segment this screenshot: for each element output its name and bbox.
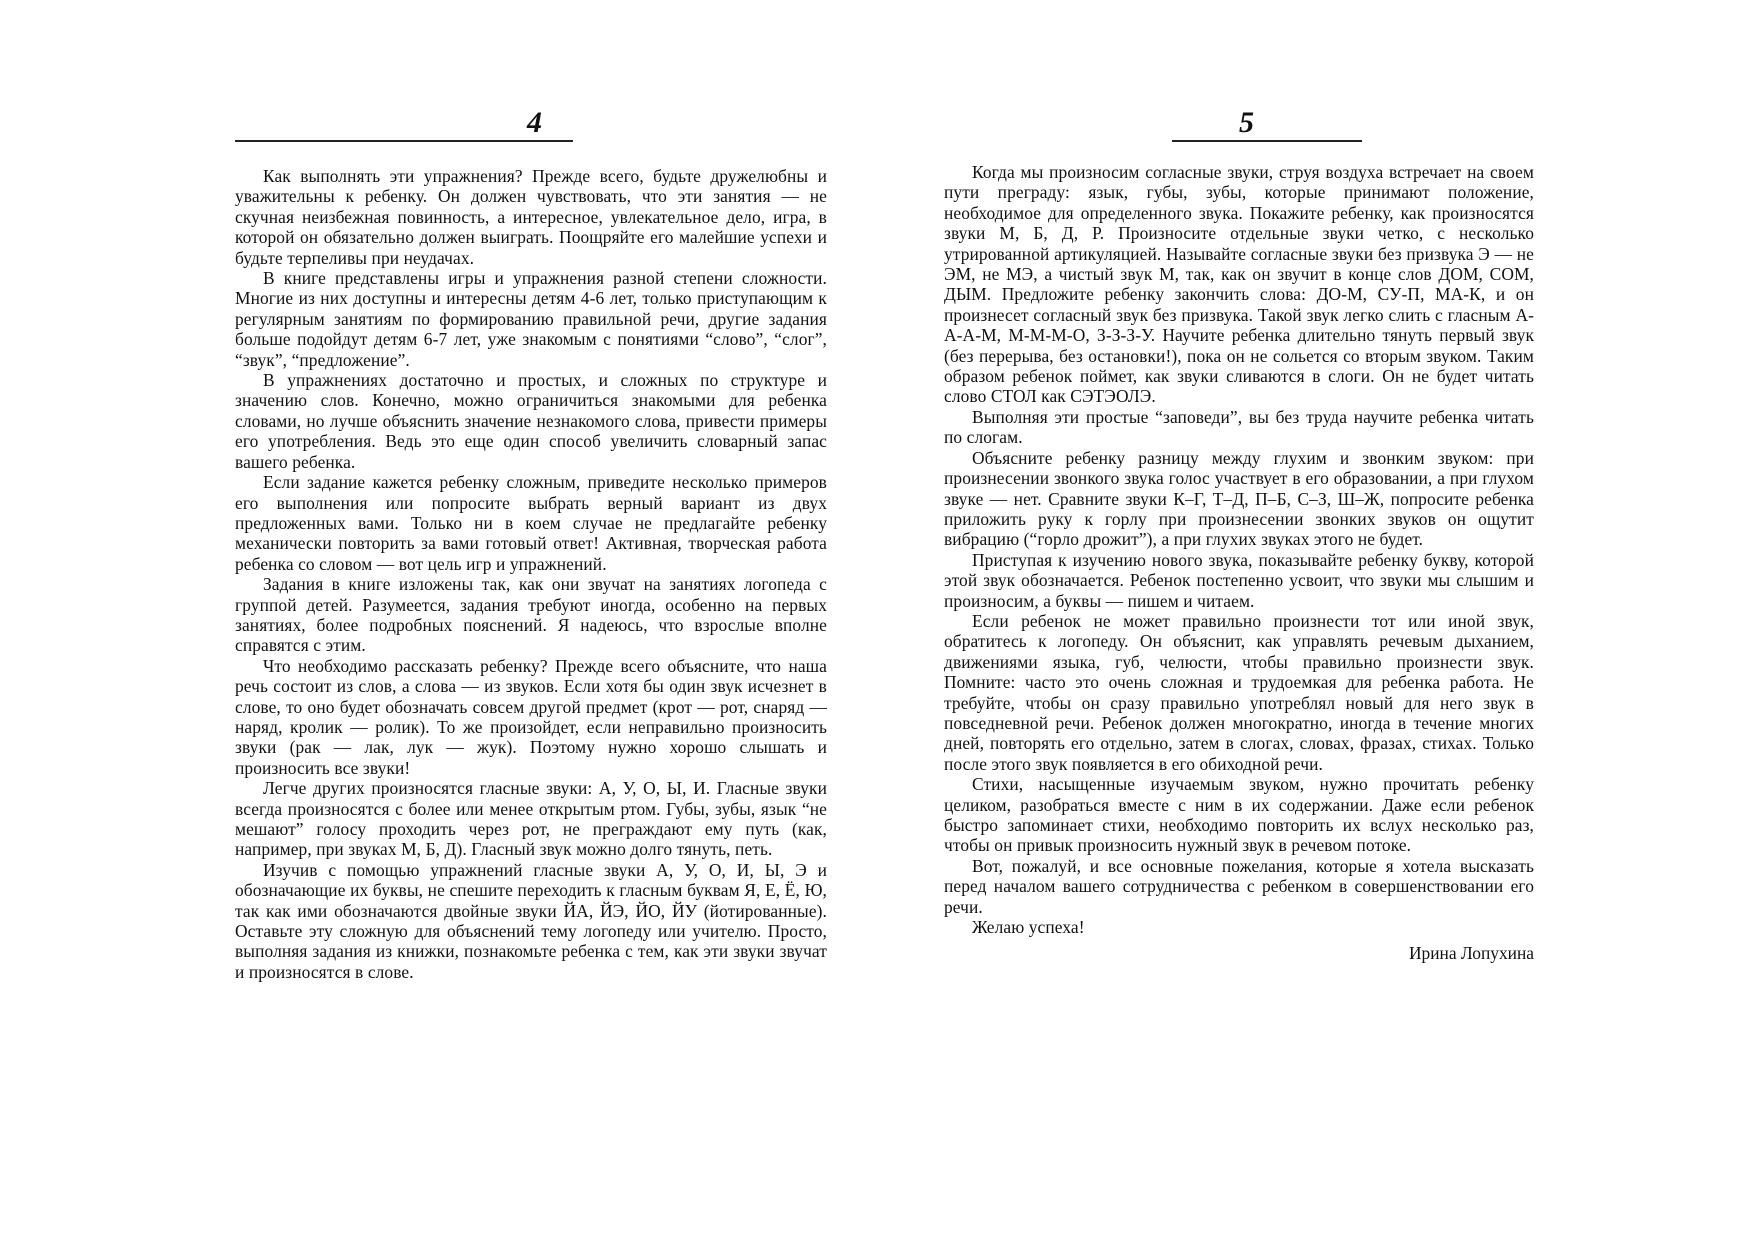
header-rule (235, 140, 573, 142)
paragraph: Изучив с помощью упражнений гласные звуки А, У, О, И, Ы, Э и обозначающие их буквы, не спешите переходить к гласным буквам Я, Е, Ё, Ю, так как ими обозначаются двойные звуки ЙА, ЙЭ, ЙО, ЙУ (йотированные). Оставьте эту сложную для объяснений тему логопеду или учителю. Просто, выполняя задания из книжки, познакомьте ребенка с тем, как эти звуки звучат и произносятся в слове. (235, 859, 827, 982)
paragraph: Вот, пожалуй, и все основные пожелания, которые я хотела высказать перед началом вашего сотрудничества с ребенком в совершенствовании его речи. (944, 855, 1534, 917)
page-number: 4 (527, 106, 542, 139)
page-body (944, 162, 1534, 964)
paragraph: Приступая к изучению нового звука, показывайте ребенку букву, которой этой звук обозначается. Ребенок постепенно усвоит, что звуки мы слышим и произносим, а буквы — пишем и читаем. (944, 549, 1534, 611)
paragraph: Выполняя эти простые “заповеди”, вы без труда научите ребенка читать по слогам. (944, 406, 1534, 448)
paragraph: Желаю успеха! (972, 917, 1085, 938)
author-signature: Ирина Лопухина (1408, 943, 1534, 964)
page-number: 5 (1239, 106, 1254, 139)
paragraph: В упражнениях достаточно и простых, и сложных по структуре и значению слов. Конечно, можно ограничиться знакомыми для ребенка словами, но лучше объяснить значение незнакомого слова, привести примеры его употребления. Ведь это еще один способ увеличить словарный запас вашего ребенка. (235, 370, 827, 472)
paragraph: Что необходимо рассказать ребенку? Прежде всего объясните, что наша речь состоит из слов, а слова — из звуков. Если хотя бы один звук исчезнет в слове, то оно будет обозначать совсем другой предмет (крот — рот, снаряд — наряд, кролик — ролик). То же произойдет, если неправильно произносить звуки (рак — лак, лук — жук). Поэтому нужно хорошо слышать и произносить все звуки! (235, 655, 827, 778)
page-body (235, 166, 827, 982)
header-rule (1172, 140, 1362, 142)
paragraph: Если ребенок не может правильно произнести тот или иной звук, обратитесь к логопеду. Он объяснит, как управлять речевым дыханием, движениями языка, губ, челюсти, чтобы правильно произнести звук. Помните: часто это очень сложная и трудоемкая для ребенка работа. Не требуйте, чтобы он сразу правильно употреблял новый для него звук в повседневной речи. Ребенок должен многократно, иногда в течение многих дней, повторять его отдельно, затем в слогах, словах, фразах, стихах. Только после этого звук появляется в его обиходной речи. (944, 610, 1534, 774)
paragraph: Как выполнять эти упражнения? Прежде всего, будьте дружелюбны и уважительны к ребенку. Он должен чувствовать, что эти занятия — не скучная неизбежная повинность, а интересное, увлекательное дело, игра, в которой он обязательно должен выиграть. Поощряйте его малейшие успехи и будьте терпеливы при неудачах. (235, 166, 827, 268)
paragraph: В книге представлены игры и упражнения разной степени сложности. Многие из них доступны и интересны детям 4-6 лет, только приступающим к регулярным занятиям по формированию правильной речи, другие задания больше подойдут детям 6-7 лет, уже знакомым с понятиями “слово”, “слог”, “звук”, “предложение”. (235, 268, 827, 370)
paragraph: Задания в книге изложены так, как они звучат на занятиях логопеда с группой детей. Разумеется, задания требуют иногда, особенно на первых занятиях, более подробных пояснений. Я надеюсь, что взрослые вполне справятся с этим. (235, 574, 827, 656)
paragraph: Объясните ребенку разницу между глухим и звонким звуком: при произнесении звонкого звука голос участвует в его образовании, а при глухом звуке — нет. Сравните звуки К–Г, Т–Д, П–Б, С–З, Ш–Ж, попросите ребенка приложить руку к горлу при произнесении звонких звуков он ощутит вибрацию (“горло дрожит”), а при глухих звуках этого не будет. (944, 447, 1534, 550)
paragraph: Легче других произносятся гласные звуки: А, У, О, Ы, И. Гласные звуки всегда произносятся с более или менее открытым ртом. Губы, зубы, язык “не мешают” голосу проходить через рот, не преграждают ему путь (как, например, при звуках М, Б, Д). Гласный звук можно долго тянуть, петь. (235, 778, 827, 860)
paragraph: Стихи, насыщенные изучаемым звуком, нужно прочитать ребенку целиком, разобраться вместе с ним в их содержании. Даже если ребенок быстро запоминает стихи, необходимо повторить их вслух несколько раз, чтобы он привык произносить нужный звук в речевом потоке. (944, 774, 1534, 856)
paragraph: Когда мы произносим согласные звуки, струя воздуха встречает на своем пути преграду: язык, губы, зубы, которые принимают положение, необходимое для определенного звука. Покажите ребенку, как произносятся звуки М, Б, Д, Р. Произносите отдельные звуки четко, с несколько утрированной артикуляцией. Называйте согласные звуки без призвука Э — не ЭМ, не МЭ, а чистый звук М, так, как он звучит в конце слов ДОМ, СОМ, ДЫМ. Предложите ребенку закончить слова: ДО-М, СУ-П, МА-К, и он произнесет согласный звук без призвука. Такой звук легко слить с гласным А-А-А-М, М-М-М-О, З-З-З-У. Научите ребенка длительно тянуть первый звук (без перерыва, без остановки!), пока он не сольется со вторым звуком. Таким образом ребенок поймет, как звуки сливаются в слоги. Он не будет читать слово СТОЛ как СЭТЭОЛЭ. (944, 162, 1534, 407)
paragraph: Если задание кажется ребенку сложным, приведите несколько примеров его выполнения или попросите выбрать верный вариант из двух предложенных вами. Только ни в коем случае не предлагайте ребенку механически повторить за вами готовый ответ! Активная, творческая работа ребенка со словом — вот цель игр и упражнений. (235, 472, 827, 574)
